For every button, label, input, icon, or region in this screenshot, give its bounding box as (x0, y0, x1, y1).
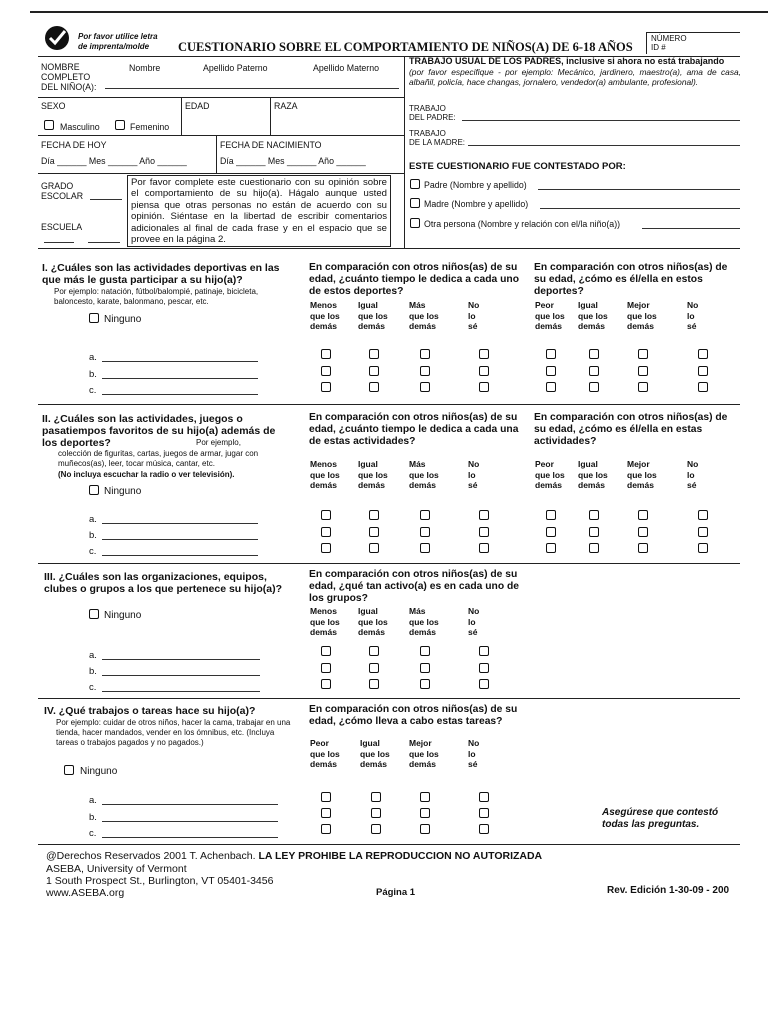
q3-row-b-label: b. (89, 666, 97, 677)
id-label-2: ID # (651, 43, 666, 52)
q2-example: colección de figuritas, cartas, juegos de armar, jugar con muñecos(as), leer, tocar música, cantar, etc. (58, 449, 259, 468)
grid-col-race (270, 97, 271, 135)
q1-skill-row-a-checkbox[interactable] (698, 349, 708, 359)
q3-cmp1: En comparación con otros niños(as) de su edad, ¿qué tan activo(a) es en cada uno de los grupos? (309, 569, 519, 604)
footer-web[interactable]: www.ASEBA.org (46, 887, 125, 899)
q2-time-row-b-checkbox[interactable] (479, 527, 489, 537)
q3-activity-row-c-checkbox[interactable] (321, 679, 331, 689)
id-label-1: NÚMERO (651, 34, 687, 43)
q3-row-c-label: c. (89, 682, 97, 693)
section-divider-2 (38, 563, 740, 564)
q2-cmp1: En comparación con otros niños(as) de su edad, ¿cuánto tiempo le dedica a cada una de estas actividades? (309, 412, 519, 447)
today-fields[interactable]: Día ______ Mes ______ Año ______ (41, 156, 187, 166)
q2-time-row-a-checkbox[interactable] (420, 510, 430, 520)
q3-activity-row-a-checkbox[interactable] (369, 646, 379, 656)
q1-time-row-b-checkbox[interactable] (479, 366, 489, 376)
q1-time-row-b-checkbox[interactable] (420, 366, 430, 376)
birth-fields[interactable]: Día ______ Mes ______ Año ______ (220, 156, 366, 166)
q2-skill-row-b-checkbox[interactable] (638, 527, 648, 537)
race-label: RAZA (274, 101, 298, 111)
q4-row-b-field[interactable] (102, 821, 278, 822)
q4-perf-row-a-checkbox[interactable] (479, 792, 489, 802)
q1-example: Por ejemplo: natación, fútbol/balompié, patinaje, bicicleta, baloncesto, karate, balonmano, pescar, etc. (54, 287, 259, 306)
q3-none-label: Ninguno (104, 610, 142, 621)
age-label: EDAD (185, 101, 210, 111)
q2-skill-row-b-checkbox[interactable] (546, 527, 556, 537)
q4-perf-row-a-checkbox[interactable] (321, 792, 331, 802)
footer-copyright: @Derechos Reservados 2001 T. Achenbach. (46, 850, 256, 862)
q1-none-checkbox[interactable] (89, 313, 99, 323)
q2-time-row-a-checkbox[interactable] (321, 510, 331, 520)
q2-skill-col-header: Mejor que los demás (627, 459, 657, 490)
school-field-b[interactable] (88, 242, 120, 243)
q2-skill-col-header: Igual que los demás (578, 459, 608, 490)
male-label: Masculino (60, 122, 100, 132)
q1-cmp2: En comparación con otros niños(as) de su edad, ¿cómo es él/ella en estos deportes? (534, 262, 728, 297)
q2-skill-row-c-checkbox[interactable] (546, 543, 556, 553)
q4-example: Por ejemplo: cuidar de otros niños, hacer la cama, trabajar en una tienda, hacer mandados, vender en los ómnibus, etc. (Incluya tareas o trabajos pagados y no pagados.) (56, 718, 291, 747)
top-rule (30, 11, 768, 13)
paternal-label: Apellido Paterno (203, 63, 268, 73)
q2-skill-row-b-checkbox[interactable] (589, 527, 599, 537)
q2-row-c-label: c. (89, 546, 97, 557)
q4-row-a-field[interactable] (102, 804, 278, 805)
q1-row-c-field[interactable] (102, 394, 258, 395)
q3-activity-row-b-checkbox[interactable] (420, 663, 430, 673)
q4-row-c-label: c. (89, 828, 97, 839)
footer-page: Página 1 (376, 887, 416, 898)
q4-perf-col-header: Peor que los demás (310, 738, 340, 769)
answered-other-label: Otra persona (Nombre y relación con el/la niño(a)) (424, 219, 621, 229)
q2-none-label: Ninguno (104, 486, 142, 497)
section-divider-1 (38, 404, 740, 405)
q3-row-a-field[interactable] (102, 659, 260, 660)
q4-perf-row-c-checkbox[interactable] (371, 824, 381, 834)
grid-col-age (181, 97, 182, 135)
print-note-1: Por favor utilice letra (78, 32, 158, 41)
q4-none-label: Ninguno (80, 766, 118, 777)
q4-none-checkbox[interactable] (64, 765, 74, 775)
q1-row-b-label: b. (89, 369, 97, 380)
q3-title: III. ¿Cuáles son las organizaciones, equipos, clubes o grupos a los que pertenece su hijo(a)? (44, 571, 283, 595)
q2-skill-row-a-checkbox[interactable] (589, 510, 599, 520)
birth-label: FECHA DE NACIMIENTO (220, 140, 322, 150)
answered-father-checkbox[interactable] (410, 179, 420, 189)
answered-mother-checkbox[interactable] (410, 198, 420, 208)
q2-none-checkbox[interactable] (89, 485, 99, 495)
q2-skill-row-a-checkbox[interactable] (638, 510, 648, 520)
q4-title: IV. ¿Qué trabajos o tareas hace su hijo(a)? (44, 705, 256, 717)
q3-activity-row-a-checkbox[interactable] (420, 646, 430, 656)
school-field-a[interactable] (44, 242, 74, 243)
q1-skill-col-header: Mejor que los demás (627, 300, 657, 331)
q2-skill-row-c-checkbox[interactable] (638, 543, 648, 553)
grid-divider (404, 56, 405, 248)
q1-time-row-c-checkbox[interactable] (479, 382, 489, 392)
q2-skill-col-header: No lo sé (687, 459, 699, 490)
school-label: ESCUELA (41, 222, 83, 232)
q2-time-row-b-checkbox[interactable] (420, 527, 430, 537)
q2-time-col-header: Más que los demás (409, 459, 439, 490)
q2-time-row-a-checkbox[interactable] (369, 510, 379, 520)
parents-hint: (por favor especifique - por ejemplo: Mecánico, jardinero, maestro(a), ama de casa, albañil, policía, hace changas, jornalero, vendedor(a) ambulante, profesional). (409, 67, 741, 87)
q1-time-row-a-checkbox[interactable] (420, 349, 430, 359)
q4-perf-row-c-checkbox[interactable] (479, 824, 489, 834)
q2-time-row-c-checkbox[interactable] (321, 543, 331, 553)
grid-bottom (38, 248, 740, 249)
q1-time-row-a-checkbox[interactable] (369, 349, 379, 359)
grid-row-2 (38, 135, 404, 136)
q2-skill-row-b-checkbox[interactable] (698, 527, 708, 537)
q1-skill-col-header: Igual que los demás (578, 300, 608, 331)
answered-father-label: Padre (Nombre y apellido) (424, 180, 527, 190)
q3-activity-row-b-checkbox[interactable] (479, 663, 489, 673)
q1-row-a-field[interactable] (102, 361, 258, 362)
q1-time-row-b-checkbox[interactable] (369, 366, 379, 376)
print-note-2: de imprenta/molde (78, 42, 150, 51)
q3-activity-row-c-checkbox[interactable] (420, 679, 430, 689)
q1-skill-row-c-checkbox[interactable] (546, 382, 556, 392)
father-job-field[interactable] (462, 120, 740, 121)
section-divider-4 (38, 844, 740, 845)
q2-time-col-header: Menos que los demás (310, 459, 340, 490)
q2-time-row-a-checkbox[interactable] (479, 510, 489, 520)
q1-time-col-header: No lo sé (468, 300, 480, 331)
grade-label: GRADO ESCOLAR (41, 181, 84, 201)
q4-perf-row-b-checkbox[interactable] (371, 808, 381, 818)
name-label: NOMBRE COMPLETO DEL NIÑO(A): (41, 62, 97, 92)
instructions-box (127, 175, 391, 247)
q2-skill-row-a-checkbox[interactable] (698, 510, 708, 520)
q3-activity-col-header: Igual que los demás (358, 606, 388, 637)
q1-skill-row-a-checkbox[interactable] (589, 349, 599, 359)
q2-example-inline: Por ejemplo, (196, 438, 241, 447)
answered-by-title: ESTE CUESTIONARIO FUE CONTESTADO POR: (409, 161, 626, 172)
q3-activity-row-c-checkbox[interactable] (479, 679, 489, 689)
footer-revision: Rev. Edición 1-30-09 - 200 (607, 885, 730, 896)
q2-skill-row-a-checkbox[interactable] (546, 510, 556, 520)
q2-skill-col-header: Peor que los demás (535, 459, 565, 490)
answered-father-field[interactable] (538, 189, 740, 190)
form-title: CUESTIONARIO SOBRE EL COMPORTAMIENTO DE NIÑOS(A) DE 6-18 AÑOS (178, 40, 633, 54)
q2-time-row-b-checkbox[interactable] (321, 527, 331, 537)
father-label: TRABAJO DEL PADRE: (409, 104, 456, 122)
mother-job-field[interactable] (468, 145, 740, 146)
parents-title: TRABAJO USUAL DE LOS PADRES, inclusive si ahora no está trabajando (409, 56, 725, 66)
q2-cmp2: En comparación con otros niños(as) de su edad, ¿cómo es él/ella en estas actividades? (534, 412, 728, 447)
q1-skill-row-a-checkbox[interactable] (546, 349, 556, 359)
q4-perf-row-a-checkbox[interactable] (420, 792, 430, 802)
q1-skill-row-b-checkbox[interactable] (698, 366, 708, 376)
q4-perf-row-b-checkbox[interactable] (479, 808, 489, 818)
q2-time-col-header: Igual que los demás (358, 459, 388, 490)
grid-col-birth (216, 135, 217, 173)
q1-skill-row-c-checkbox[interactable] (638, 382, 648, 392)
female-label: Femenino (130, 122, 170, 132)
q4-row-a-label: a. (89, 795, 97, 806)
q1-time-row-a-checkbox[interactable] (321, 349, 331, 359)
first-name-label: Nombre (129, 63, 161, 73)
q2-time-row-c-checkbox[interactable] (369, 543, 379, 553)
q1-skill-row-a-checkbox[interactable] (638, 349, 648, 359)
section-divider-3 (38, 698, 740, 699)
q4-cmp1: En comparación con otros niños(as) de su edad, ¿cómo lleva a cabo estas tareas? (309, 704, 518, 727)
q4-reminder: Asegúrese que contestó todas las preguntas. (602, 807, 719, 830)
q3-row-c-field[interactable] (102, 691, 260, 692)
footer-copyright-line (46, 850, 542, 862)
q3-activity-col-header: Menos que los demás (310, 606, 340, 637)
q1-skill-row-c-checkbox[interactable] (589, 382, 599, 392)
q4-perf-row-c-checkbox[interactable] (321, 824, 331, 834)
q1-row-a-label: a. (89, 352, 97, 363)
q1-time-col-header: Más que los demás (409, 300, 439, 331)
q2-row-b-field[interactable] (102, 539, 258, 540)
q2-title: II. ¿Cuáles son las actividades, juegos o pasatiempos favoritos de su hijo(a) además de los deportes? (42, 413, 276, 449)
child-name-field[interactable] (105, 88, 399, 89)
q1-time-row-a-checkbox[interactable] (479, 349, 489, 359)
q3-activity-row-a-checkbox[interactable] (479, 646, 489, 656)
q1-time-row-c-checkbox[interactable] (321, 382, 331, 392)
q1-time-row-b-checkbox[interactable] (321, 366, 331, 376)
q4-row-c-field[interactable] (102, 837, 278, 838)
q2-row-a-field[interactable] (102, 523, 258, 524)
q1-skill-row-b-checkbox[interactable] (589, 366, 599, 376)
aseba-logo (42, 22, 72, 52)
answered-other-field[interactable] (642, 228, 740, 229)
q3-activity-col-header: No lo sé (468, 606, 480, 637)
q3-activity-row-b-checkbox[interactable] (369, 663, 379, 673)
q1-time-row-c-checkbox[interactable] (420, 382, 430, 392)
footer-org: ASEBA, University of Vermont (46, 863, 187, 875)
grade-field[interactable] (90, 199, 122, 200)
q4-perf-col-header: No lo sé (468, 738, 480, 769)
grid-row-3 (38, 173, 404, 174)
footer-law: LA LEY PROHIBE LA REPRODUCCION NO AUTORIZADA (258, 850, 543, 862)
q1-row-c-label: c. (89, 385, 97, 396)
q2-row-a-label: a. (89, 514, 97, 525)
footer-address: 1 South Prospect St., Burlington, VT 05401-3456 (46, 875, 274, 887)
q3-row-a-label: a. (89, 650, 97, 661)
q4-perf-row-b-checkbox[interactable] (321, 808, 331, 818)
q1-time-col-header: Igual que los demás (358, 300, 388, 331)
grid-row-1 (38, 97, 404, 98)
q1-row-b-field[interactable] (102, 378, 258, 379)
q3-row-b-field[interactable] (102, 675, 260, 676)
q2-time-row-c-checkbox[interactable] (420, 543, 430, 553)
q1-skill-col-header: No lo sé (687, 300, 699, 331)
male-checkbox[interactable] (44, 120, 54, 130)
q1-time-col-header: Menos que los demás (310, 300, 340, 331)
q2-example-note: (No incluya escuchar la radio o ver televisión). (58, 470, 235, 479)
q2-time-row-c-checkbox[interactable] (479, 543, 489, 553)
q1-none-label: Ninguno (104, 314, 142, 325)
today-label: FECHA DE HOY (41, 140, 107, 150)
q4-perf-row-b-checkbox[interactable] (420, 808, 430, 818)
id-box-left (646, 32, 647, 54)
q1-cmp1: En comparación con otros niños(as) de su edad, ¿cuánto tiempo le dedica a cada uno de estos deportes? (309, 262, 519, 297)
q2-row-b-label: b. (89, 530, 97, 541)
q3-activity-col-header: Más que los demás (409, 606, 439, 637)
sex-label: SEXO (41, 101, 66, 111)
q3-activity-row-b-checkbox[interactable] (321, 663, 331, 673)
answered-other-checkbox[interactable] (410, 218, 420, 228)
q1-title: I. ¿Cuáles son las actividades deportivas en las que más le gusta participar a su hijo(a)? (42, 262, 280, 286)
q2-skill-row-c-checkbox[interactable] (589, 543, 599, 553)
q1-skill-col-header: Peor que los demás (535, 300, 565, 331)
q2-time-row-b-checkbox[interactable] (369, 527, 379, 537)
q4-perf-col-header: Mejor que los demás (409, 738, 439, 769)
q3-activity-row-a-checkbox[interactable] (321, 646, 331, 656)
q4-row-b-label: b. (89, 812, 97, 823)
answered-mother-field[interactable] (540, 208, 740, 209)
q1-skill-row-c-checkbox[interactable] (698, 382, 708, 392)
q1-skill-row-b-checkbox[interactable] (546, 366, 556, 376)
q3-none-checkbox[interactable] (89, 609, 99, 619)
instructions-text: Por favor complete este cuestionario con su opinión sobre el comportamiento de su hijo(a). Hágalo aunque usted piensa que otras personas no están de acuerdo con su opinión. Siéntase en la libertad de escribir comentarios adicionales al final de cada frase y en el espacio que se provee en la página 2. (131, 177, 387, 246)
q1-skill-row-b-checkbox[interactable] (638, 366, 648, 376)
q4-perf-col-header: Igual que los demás (360, 738, 390, 769)
answered-mother-label: Madre (Nombre y apellido) (424, 199, 529, 209)
q3-activity-row-c-checkbox[interactable] (369, 679, 379, 689)
q2-skill-row-c-checkbox[interactable] (698, 543, 708, 553)
q2-row-c-field[interactable] (102, 555, 258, 556)
mother-label: TRABAJO DE LA MADRE: (409, 129, 466, 147)
checkmark-icon (42, 22, 72, 52)
q4-perf-row-c-checkbox[interactable] (420, 824, 430, 834)
q1-time-row-c-checkbox[interactable] (369, 382, 379, 392)
id-box-top (646, 32, 740, 33)
female-checkbox[interactable] (115, 120, 125, 130)
q4-perf-row-a-checkbox[interactable] (371, 792, 381, 802)
q2-time-col-header: No lo sé (468, 459, 480, 490)
maternal-label: Apellido Materno (313, 63, 380, 73)
